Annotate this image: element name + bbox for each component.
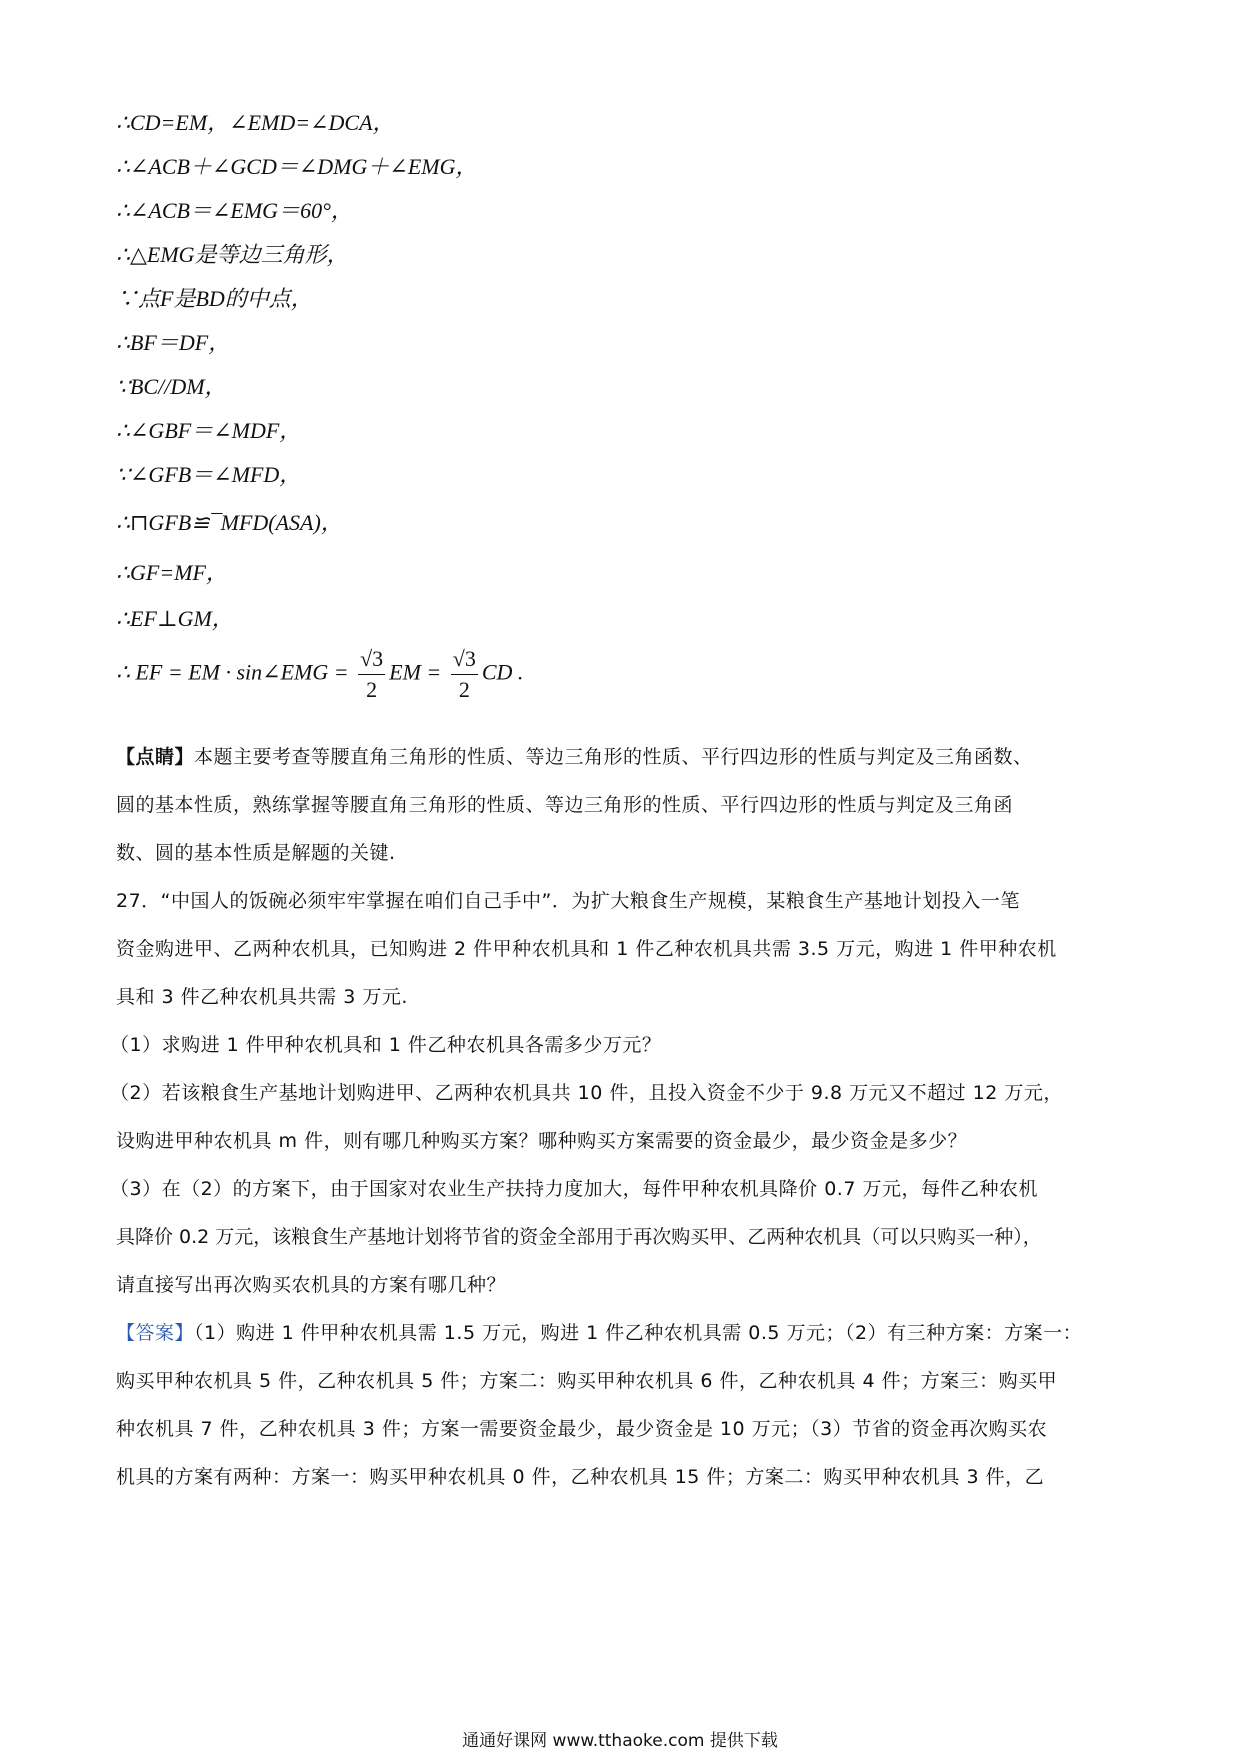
final-eq-suffix: CD . xyxy=(481,659,524,685)
final-equation xyxy=(116,644,523,714)
answer-tag: 【答案】 xyxy=(116,1322,195,1344)
fraction-2-denominator: 2 xyxy=(458,677,470,702)
question-part-2-line-2: 设购进甲种农机具 m 件，则有哪几种购买方案？哪种购买方案需要的资金最少，最少资金是多少？ xyxy=(116,1130,968,1152)
proof-line-8: ∴∠GBF＝∠MDF， xyxy=(116,418,302,443)
proof-line-7: ∵BC//DM， xyxy=(116,374,227,399)
fraction-2-numerator: √3 xyxy=(452,646,476,671)
comment-line-2: 圆的基本性质，熟练掌握等腰直角三角形的性质、等边三角形的性质、平行四边形的性质与判定及三角函 xyxy=(116,794,1014,816)
question-line-1: 27．“中国人的饭碗必须牢牢掌握在咱们自己手中”．为扩大粮食生产规模，某粮食生产基地计划投入一笔 xyxy=(116,890,1020,912)
answer-line-3: 种农机具 7 件，乙种农机具 3 件；方案一需要资金最少，最少资金是 10 万元；（3）节省的资金再次购买农 xyxy=(116,1418,1048,1440)
final-eq-mid: EM = xyxy=(389,659,447,685)
proof-line-6: ∴BF＝DF， xyxy=(116,330,231,355)
final-eq-prefix: ∴ EF = EM · sin∠EMG = xyxy=(116,659,355,685)
proof-line-1: ∴CD=EM，∠EMD=∠DCA， xyxy=(116,110,395,135)
answer-line-4: 机具的方案有两种：方案一：购买甲种农机具 0 件，乙种农机具 15 件；方案二：购买甲种农机具 3 件，乙 xyxy=(116,1466,1045,1488)
proof-line-4: ∴△EMG是等边三角形， xyxy=(116,242,349,267)
proof-line-3: ∴∠ACB＝∠EMG＝60°， xyxy=(116,198,353,223)
proof-line-9: ∵∠GFB＝∠MFD， xyxy=(116,462,302,487)
comment-line-3: 数、圆的基本性质是解题的关键. xyxy=(116,842,396,864)
question-part-3-line-1: （3）在（2）的方案下，由于国家对农业生产扶持力度加大，每件甲种农机具降价 0.7 万元，每件乙种农机 xyxy=(110,1178,1038,1200)
question-part-3-line-3: 请直接写出再次购买农机具的方案有哪几种？ xyxy=(116,1274,507,1296)
question-line-2: 资金购进甲、乙两种农机具，已知购进 2 件甲种农机具和 1 件乙种农机具共需 3.5 万元，购进 1 件甲种农机 xyxy=(116,938,1057,960)
comment-tag: 【点睛】 xyxy=(116,746,195,768)
fraction-1 xyxy=(358,644,385,705)
proof-line-10: ∴⊓GFB≌¯MFD(ASA)， xyxy=(116,510,343,535)
question-part-1: （1）求购进 1 件甲种农机具和 1 件乙种农机具各需多少万元？ xyxy=(110,1034,662,1056)
proof-line-2: ∴∠ACB＋∠GCD＝∠DMG＋∠EMG， xyxy=(116,154,478,179)
question-part-3-line-2: 具降价 0.2 万元，该粮食生产基地计划将节省的资金全部用于再次购买甲、乙两种农机具（可以只购买一种）， xyxy=(116,1226,1042,1248)
fraction-1-numerator: √3 xyxy=(360,646,384,671)
answer-line-1 xyxy=(116,1318,1082,1348)
fraction-2 xyxy=(451,644,478,705)
question-part-2-line-1: （2）若该粮食生产基地计划购进甲、乙两种农机具共 10 件，且投入资金不少于 9.8 万元又不超过 12 万元， xyxy=(110,1082,1063,1104)
answer-text-1: （1）购进 1 件甲种农机具需 1.5 万元，购进 1 件乙种农机具需 0.5 万元；（2）有三种方案：方案一： xyxy=(194,1322,1083,1344)
proof-line-5: ∵点F是BD的中点， xyxy=(116,286,313,311)
question-line-3: 具和 3 件乙种农机具共需 3 万元. xyxy=(116,986,408,1008)
comment-line-1 xyxy=(116,742,1033,772)
page-footer: 通通好课网 www.tthaoke.com 提供下载 xyxy=(462,1731,778,1751)
fraction-1-denominator: 2 xyxy=(366,677,378,702)
proof-line-11: ∴GF=MF， xyxy=(116,560,228,585)
answer-line-2: 购买甲种农机具 5 件，乙种农机具 5 件；方案二：购买甲种农机具 6 件，乙种农机具 4 件；方案三：购买甲 xyxy=(116,1370,1058,1392)
comment-text-1: 本题主要考查等腰直角三角形的性质、等边三角形的性质、平行四边形的性质与判定及三角函数、 xyxy=(194,746,1033,768)
proof-line-12: ∴EF⊥GM， xyxy=(116,606,234,631)
